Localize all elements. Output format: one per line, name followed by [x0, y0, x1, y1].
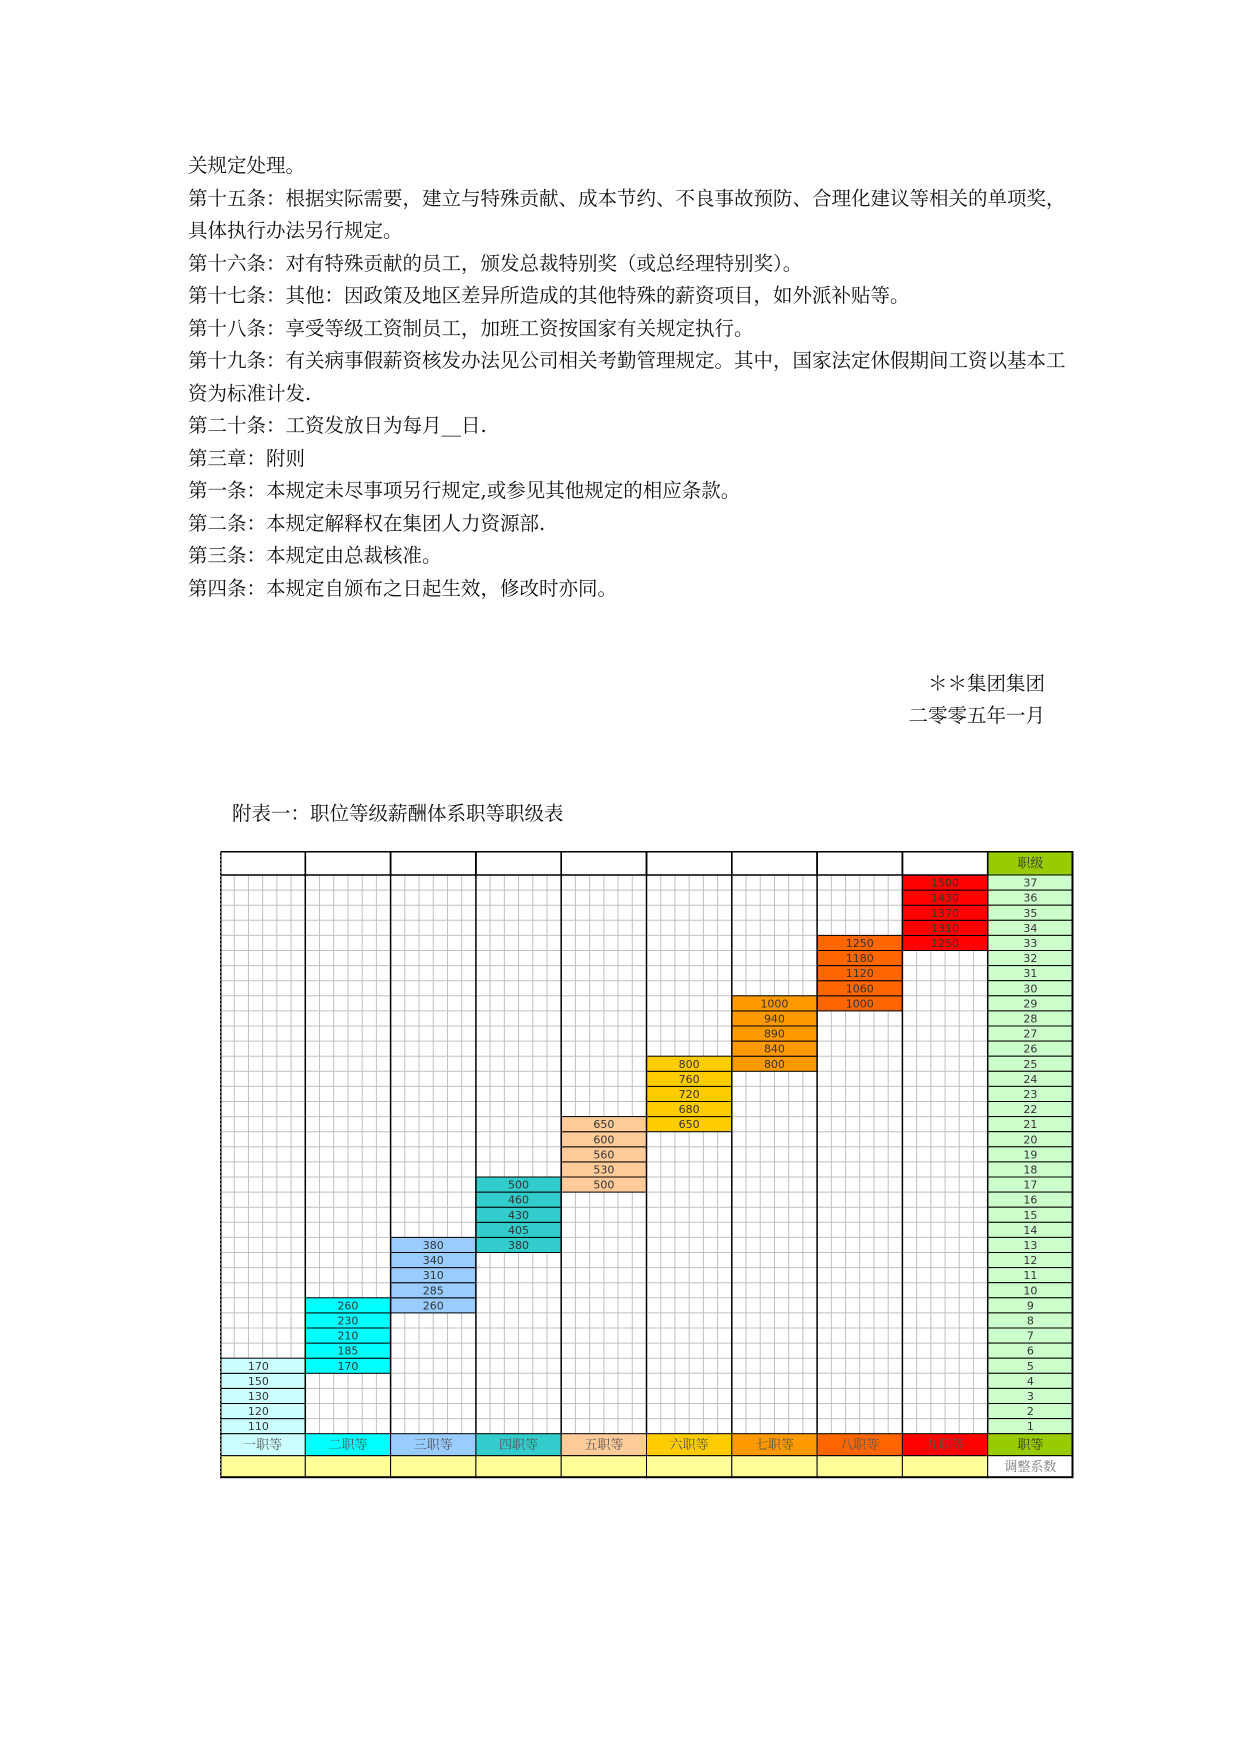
- salary-value: 405: [508, 1223, 530, 1237]
- salary-value: 1180: [845, 952, 874, 966]
- salary-value: 380: [508, 1238, 530, 1252]
- paragraph: 第十八条：享受等级工资制员工，加班工资按国家有关规定执行。: [188, 316, 754, 340]
- grade-name: 二职等: [328, 1438, 368, 1454]
- grade-name: 三职等: [413, 1438, 453, 1454]
- article-text: [188, 150, 1068, 605]
- level-number: 20: [1023, 1133, 1038, 1147]
- salary-value: 340: [422, 1254, 444, 1268]
- level-header: 职级: [1017, 856, 1044, 872]
- salary-value: 760: [678, 1072, 700, 1086]
- level-number: 30: [1023, 982, 1038, 996]
- level-number: 18: [1023, 1163, 1038, 1177]
- grade-name: 五职等: [584, 1438, 624, 1454]
- level-number: 4: [1026, 1374, 1034, 1388]
- level-number: 25: [1023, 1057, 1038, 1071]
- grade-name: 四职等: [499, 1438, 539, 1454]
- salary-value: 310: [422, 1269, 444, 1283]
- level-number: 24: [1023, 1072, 1038, 1086]
- level-number: 16: [1023, 1193, 1038, 1207]
- paragraph: 第三条：本规定由总裁核准。: [188, 544, 442, 567]
- level-number: 34: [1023, 921, 1038, 935]
- salary-value: 430: [508, 1208, 530, 1222]
- paragraph: 第十六条：对有特殊贡献的员工，颁发总裁特别奖（或总经理特别奖）。: [188, 251, 803, 275]
- signature-block: [908, 668, 1045, 732]
- salary-value: 800: [763, 1057, 785, 1071]
- salary-value: 560: [593, 1148, 615, 1162]
- salary-value: 260: [422, 1299, 444, 1313]
- salary-value: 1000: [760, 997, 789, 1011]
- level-number: 35: [1023, 906, 1038, 920]
- paragraph: 关规定处理。: [188, 154, 306, 177]
- salary-value: 1500: [931, 876, 960, 890]
- level-number: 26: [1023, 1042, 1038, 1056]
- salary-value: 110: [247, 1420, 269, 1434]
- level-number: 21: [1023, 1118, 1038, 1132]
- salary-value: 720: [678, 1087, 700, 1101]
- paragraph: 第四条：本规定自颁布之日起生效，修改时亦同。: [188, 576, 618, 600]
- coefficient-label: 调整系数: [1004, 1460, 1057, 1476]
- salary-value: 530: [593, 1163, 615, 1177]
- grade-header: 职等: [1017, 1438, 1044, 1454]
- salary-value: 940: [763, 1012, 785, 1026]
- level-number: 36: [1023, 891, 1038, 905]
- salary-value: 1310: [931, 921, 960, 935]
- level-number: 7: [1026, 1329, 1034, 1343]
- level-number: 27: [1023, 1027, 1038, 1041]
- salary-value: 1250: [845, 936, 874, 950]
- grade-name: 一职等: [243, 1438, 283, 1454]
- paragraph: 第三章：附则: [188, 446, 306, 470]
- salary-value: 500: [508, 1178, 530, 1192]
- level-number: 3: [1026, 1389, 1034, 1403]
- salary-value: 230: [337, 1314, 359, 1328]
- grade-name: 九职等: [925, 1438, 965, 1454]
- salary-value: 800: [678, 1057, 700, 1071]
- salary-value: 890: [763, 1027, 785, 1041]
- level-number: 8: [1026, 1314, 1034, 1328]
- salary-value: 285: [422, 1284, 444, 1298]
- level-number: 15: [1023, 1208, 1038, 1222]
- salary-value: 650: [593, 1118, 615, 1132]
- grade-name: 八职等: [840, 1438, 880, 1454]
- salary-value: 1370: [931, 906, 960, 920]
- grade-level-table: [220, 851, 1076, 1483]
- paragraph: 第二十条：工资发放日为每月__日.: [188, 414, 487, 437]
- level-number: 29: [1023, 997, 1038, 1011]
- level-number: 37: [1023, 876, 1038, 890]
- salary-value: 170: [337, 1359, 359, 1373]
- level-number: 33: [1023, 936, 1038, 950]
- grade-name: 七职等: [754, 1438, 794, 1454]
- level-number: 14: [1023, 1223, 1038, 1237]
- salary-value: 1250: [931, 936, 960, 950]
- salary-value: 500: [593, 1178, 615, 1192]
- salary-value: 1000: [845, 997, 874, 1011]
- level-number: 1: [1026, 1420, 1034, 1434]
- level-number: 19: [1023, 1148, 1038, 1162]
- salary-value: 460: [508, 1193, 530, 1207]
- salary-value: 650: [678, 1118, 700, 1132]
- paragraph: 第一条：本规定未尽事项另行规定,或参见其他规定的相应条款。: [188, 479, 741, 502]
- salary-value: 210: [337, 1329, 359, 1343]
- grade-level-svg: [220, 851, 1076, 1483]
- table-caption: 附表一：职位等级薪酬体系职等职级表: [232, 802, 564, 825]
- level-number: 23: [1023, 1087, 1038, 1101]
- salary-value: 680: [678, 1103, 700, 1117]
- salary-value: 185: [337, 1344, 359, 1358]
- salary-value: 170: [247, 1359, 269, 1373]
- salary-value: 1430: [931, 891, 960, 905]
- salary-value: 150: [247, 1374, 269, 1388]
- level-number: 11: [1023, 1269, 1038, 1283]
- level-number: 5: [1026, 1359, 1034, 1373]
- salary-value: 120: [247, 1405, 269, 1419]
- salary-value: 1120: [845, 967, 874, 981]
- issue-date: 二零零五年一月: [908, 704, 1045, 727]
- level-number: 32: [1023, 952, 1038, 966]
- salary-value: 380: [422, 1238, 444, 1252]
- paragraph: 第十九条：有关病事假薪资核发办法见公司相关考勤管理规定。其中，国家法定休假期间工资以基本工资为标准计发.: [188, 349, 1066, 405]
- level-number: 31: [1023, 967, 1038, 981]
- level-number: 17: [1023, 1178, 1038, 1192]
- paragraph: 第二条：本规定解释权在集团人力资源部.: [188, 511, 546, 535]
- paragraph: 第十五条：根据实际需要，建立与特殊贡献、成本节约、不良事故预防、合理化建议等相关的单项奖，具体执行办法另行规定。: [188, 186, 1066, 242]
- level-number: 6: [1026, 1344, 1034, 1358]
- level-number: 28: [1023, 1012, 1038, 1026]
- salary-value: 260: [337, 1299, 359, 1313]
- level-number: 2: [1026, 1405, 1034, 1419]
- salary-value: 130: [247, 1389, 269, 1403]
- salary-value: 840: [763, 1042, 785, 1056]
- salary-value: 600: [593, 1133, 615, 1147]
- level-number: 9: [1026, 1299, 1034, 1313]
- level-number: 12: [1023, 1254, 1038, 1268]
- level-number: 22: [1023, 1103, 1038, 1117]
- paragraph: 第十七条：其他：因政策及地区差异所造成的其他特殊的薪资项目，如外派补贴等。: [188, 284, 910, 307]
- company-name: ＊＊集团集团: [927, 672, 1045, 695]
- level-number: 10: [1023, 1284, 1038, 1298]
- grade-name: 六职等: [669, 1438, 709, 1454]
- level-number: 13: [1023, 1238, 1038, 1252]
- salary-value: 1060: [845, 982, 874, 996]
